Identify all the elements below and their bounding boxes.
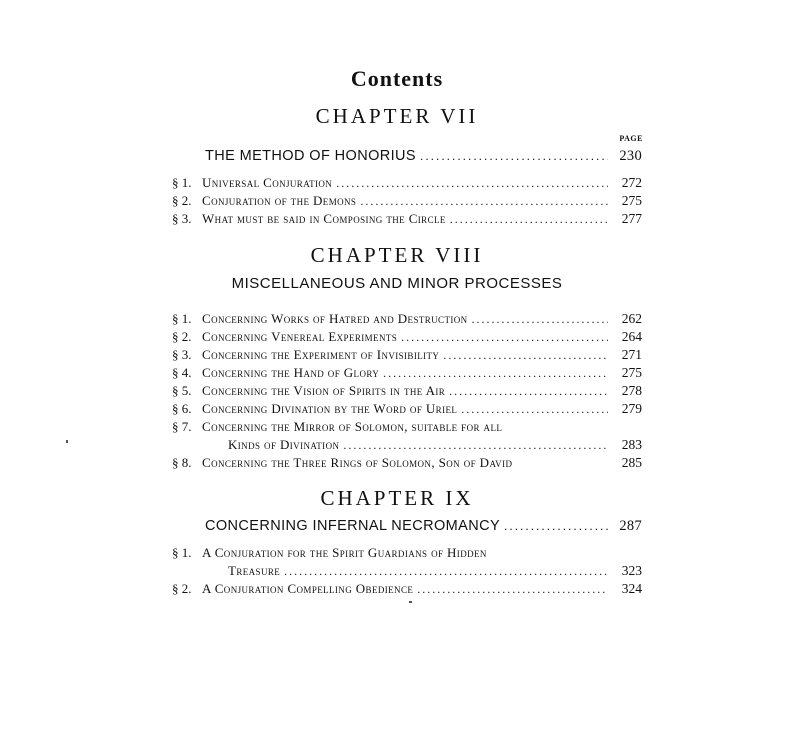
toc-entry[interactable] xyxy=(172,545,642,563)
entry-title: Concerning the Three Rings of Solomon, Son of David xyxy=(202,455,513,470)
leader-dots xyxy=(401,330,608,345)
entry-title-continued: Kinds of Divination xyxy=(228,437,340,452)
entry-page: 285 xyxy=(621,455,642,470)
toc-entry-continuation[interactable] xyxy=(228,563,642,581)
entry-page: 230 xyxy=(619,148,642,164)
section-mark: § 1. xyxy=(172,311,192,326)
entry-title: Concerning Venereal Experiments xyxy=(202,329,398,344)
leader-dots xyxy=(417,582,608,597)
entry-page: 264 xyxy=(621,329,642,344)
section-mark: § 5. xyxy=(172,383,192,398)
chapter-heading: CHAPTER VIII xyxy=(310,243,484,267)
toc-entry[interactable] xyxy=(172,329,642,347)
section-mark: § 1. xyxy=(172,545,192,560)
toc-entry[interactable] xyxy=(172,193,642,211)
leader-dots xyxy=(504,519,608,533)
entry-page: 277 xyxy=(621,211,642,226)
entry-title: Concerning the Mirror of Solomon, suitable for all xyxy=(202,419,503,434)
leader-dots xyxy=(284,564,608,579)
entry-title: Universal Conjuration xyxy=(202,175,333,190)
section-mark: § 6. xyxy=(172,401,192,416)
entry-title: THE METHOD OF HONORIUS xyxy=(205,148,416,164)
toc-entry[interactable] xyxy=(172,311,642,329)
toc-entry[interactable] xyxy=(172,211,642,229)
toc-entry[interactable] xyxy=(172,401,642,419)
entry-title: A Conjuration for the Spirit Guardians of Hidden xyxy=(202,545,487,560)
section-mark: § 3. xyxy=(172,211,192,226)
chapter-heading: CHAPTER IX xyxy=(320,486,474,510)
section-mark: § 2. xyxy=(172,581,192,596)
toc-entry[interactable] xyxy=(172,419,642,437)
entry-page: 275 xyxy=(621,365,642,380)
section-mark: § 7. xyxy=(172,419,192,434)
entry-page: 323 xyxy=(621,563,642,578)
toc-entry[interactable] xyxy=(172,383,642,401)
toc-entry[interactable] xyxy=(205,148,642,166)
leader-dots xyxy=(383,366,608,381)
leader-dots xyxy=(343,438,608,453)
section-mark: § 2. xyxy=(172,329,192,344)
leader-dots xyxy=(472,312,608,327)
leader-dots xyxy=(336,176,608,191)
toc-entry[interactable] xyxy=(172,455,642,473)
toc-entry[interactable] xyxy=(172,175,642,193)
page-column-label: PAGE xyxy=(619,134,643,143)
entry-title: Concerning Works of Hatred and Destruction xyxy=(202,311,468,326)
entry-title: What must be said in Composing the Circle xyxy=(202,211,446,226)
entry-page: 324 xyxy=(621,581,642,596)
entry-page: 275 xyxy=(621,193,642,208)
entry-title: Concerning the Experiment of Invisibility xyxy=(202,347,440,362)
leader-dots xyxy=(420,149,608,163)
toc-entry[interactable] xyxy=(172,581,642,599)
scan-speck xyxy=(66,440,68,443)
section-mark: § 8. xyxy=(172,455,192,470)
entry-page: 262 xyxy=(621,311,642,326)
entry-page: 283 xyxy=(621,437,642,452)
entry-title: Concerning the Vision of Spirits in the Air xyxy=(202,383,446,398)
section-mark: § 1. xyxy=(172,175,192,190)
entry-page: 279 xyxy=(621,401,642,416)
entry-page: 271 xyxy=(621,347,642,362)
toc-entry[interactable] xyxy=(205,518,642,536)
toc-entry[interactable] xyxy=(172,347,642,365)
section-mark: § 3. xyxy=(172,347,192,362)
leader-dots xyxy=(360,194,608,209)
leader-dots xyxy=(443,348,608,363)
leader-dots xyxy=(461,402,608,417)
entry-page: 272 xyxy=(621,175,642,190)
chapter-subtitle: MISCELLANEOUS AND MINOR PROCESSES xyxy=(231,275,563,292)
entry-page: 287 xyxy=(619,518,642,534)
toc-entry-continuation[interactable] xyxy=(228,437,642,455)
page-title: Contents xyxy=(350,66,444,91)
entry-title: A Conjuration Compelling Obedience xyxy=(202,581,414,596)
entry-title: Concerning the Hand of Glory xyxy=(202,365,380,380)
toc-entry[interactable] xyxy=(172,365,642,383)
section-mark: § 4. xyxy=(172,365,192,380)
section-mark: § 2. xyxy=(172,193,192,208)
entry-title: Conjuration of the Demons xyxy=(202,193,357,208)
entry-page: 278 xyxy=(621,383,642,398)
leader-dots xyxy=(450,212,608,227)
entry-title-continued: Treasure xyxy=(228,563,281,578)
scan-speck xyxy=(409,601,412,603)
entry-title: Concerning Divination by the Word of Uriel xyxy=(202,401,458,416)
chapter-heading: CHAPTER VII xyxy=(315,104,479,128)
entry-title: CONCERNING INFERNAL NECROMANCY xyxy=(205,518,501,534)
leader-dots xyxy=(449,384,608,399)
